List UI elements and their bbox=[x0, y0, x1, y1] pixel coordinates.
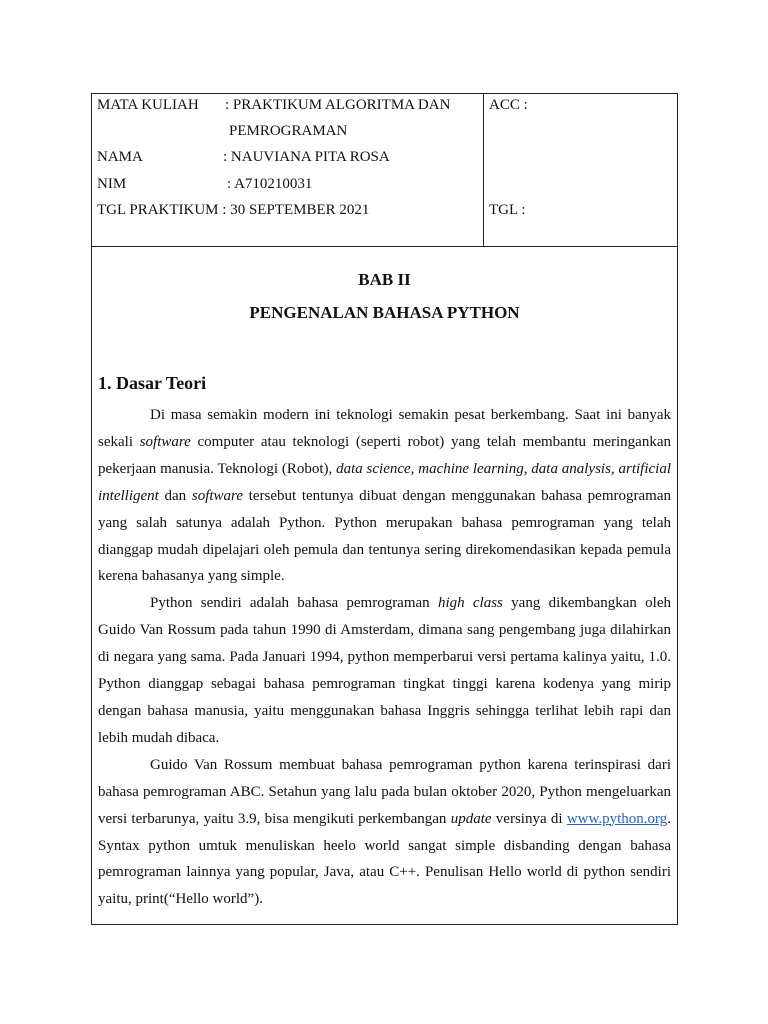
mata-kuliah-value-line1: : PRAKTIKUM ALGORITMA DAN bbox=[225, 97, 451, 113]
nama-label: NAMA bbox=[97, 149, 143, 165]
nim-row bbox=[97, 173, 313, 195]
document-page-frame bbox=[91, 93, 678, 925]
nim-value: : A710210031 bbox=[227, 176, 313, 192]
tgl-praktikum-value: : 30 SEPTEMBER 2021 bbox=[222, 202, 370, 218]
p1-italic-3: software bbox=[191, 487, 243, 504]
acc-label: ACC : bbox=[489, 97, 528, 113]
nama-row bbox=[97, 146, 390, 168]
p3-text-3: . Syntax python umtuk menuliskan heelo world sangat simple disbanding dengan bahasa pemrograman lainnya yang popular, Java, atau C++. Penulisan Hello world di python sendiri yaitu, print(“Hello world”). bbox=[98, 810, 671, 908]
p1-text-3: dan bbox=[158, 487, 192, 504]
p1-text-2: computer atau teknologi (seperti robot) yang telah membantu meringankan pekerjaan manusia. Teknologi (Robot), bbox=[98, 433, 671, 477]
nama-value: : NAUVIANA PITA ROSA bbox=[223, 149, 390, 165]
chapter-title: PENGENALAN BAHASA PYTHON bbox=[249, 303, 520, 322]
p1-italic-1: software bbox=[139, 433, 191, 450]
p1-text-4: tersebut tentunya dibuat dengan menggunakan bahasa pemrograman yang salah satunya adalah Python. Python merupakan bahasa pemrograman yang telah dianggap mudah dipelajari oleh pemula dan tentunya sering direkomendasikan kepada pemula kerena bahasanya yang simple. bbox=[98, 487, 671, 585]
p3-text-2: versinya di bbox=[491, 810, 567, 827]
header-info-cell bbox=[92, 94, 484, 246]
paragraph-2 bbox=[98, 590, 671, 751]
tgl-label: TGL : bbox=[489, 202, 526, 218]
nim-label: NIM bbox=[97, 176, 127, 192]
python-org-link[interactable]: www.python.org bbox=[566, 810, 668, 827]
tgl-praktikum-label: TGL PRAKTIKUM bbox=[97, 202, 219, 218]
p3-italic-1: update bbox=[450, 810, 492, 827]
p1-text-1: Di masa semakin modern ini teknologi semakin pesat berkembang. Saat ini banyak sekali bbox=[98, 407, 671, 450]
p3-text-1: Guido Van Rossum membuat bahasa pemrograman python karena terinspirasi dari bahasa pemrograman ABC. Setahun yang lalu pada bulan oktober 2020, Python mengeluarkan versi terbarunya, yaitu 3.9, bisa mengikuti perkembangan bbox=[98, 756, 671, 827]
mata-kuliah-label: MATA KULIAH bbox=[97, 97, 199, 113]
p2-text-2: yang dikembangkan oleh Guido Van Rossum pada tahun 1990 di Amsterdam, dimana sang pengembang juga dilahirkan di negara yang sama. Pada Januari 1994, python memperbarui versi pertama kalinya yaitu, 1.0. Python dianggap sebagai bahasa pemrograman tingkat tinggi karena kodenya yang mirip dengan bahasa manusia, yaitu menggunakan bahasa Inggris sehingga terlihat lebih rapi dan lebih mudah dibaca. bbox=[98, 595, 672, 746]
chapter-number: BAB II bbox=[358, 270, 411, 289]
header-table bbox=[92, 94, 677, 247]
tgl-praktikum-row bbox=[97, 199, 369, 221]
mata-kuliah-row bbox=[97, 94, 451, 116]
mata-kuliah-value-line2: PEMROGRAMAN bbox=[229, 123, 348, 139]
body-text bbox=[98, 402, 671, 913]
section-heading: 1. Dasar Teori bbox=[98, 373, 207, 393]
p1-italic-2: data science, machine learning, data analysis, artificial intelligent bbox=[98, 460, 671, 504]
p2-italic-1: high class bbox=[437, 595, 503, 612]
paragraph-1 bbox=[98, 402, 671, 590]
p2-text-1: Python sendiri adalah bahasa pemrograman bbox=[150, 595, 438, 612]
paragraph-3 bbox=[98, 752, 671, 913]
